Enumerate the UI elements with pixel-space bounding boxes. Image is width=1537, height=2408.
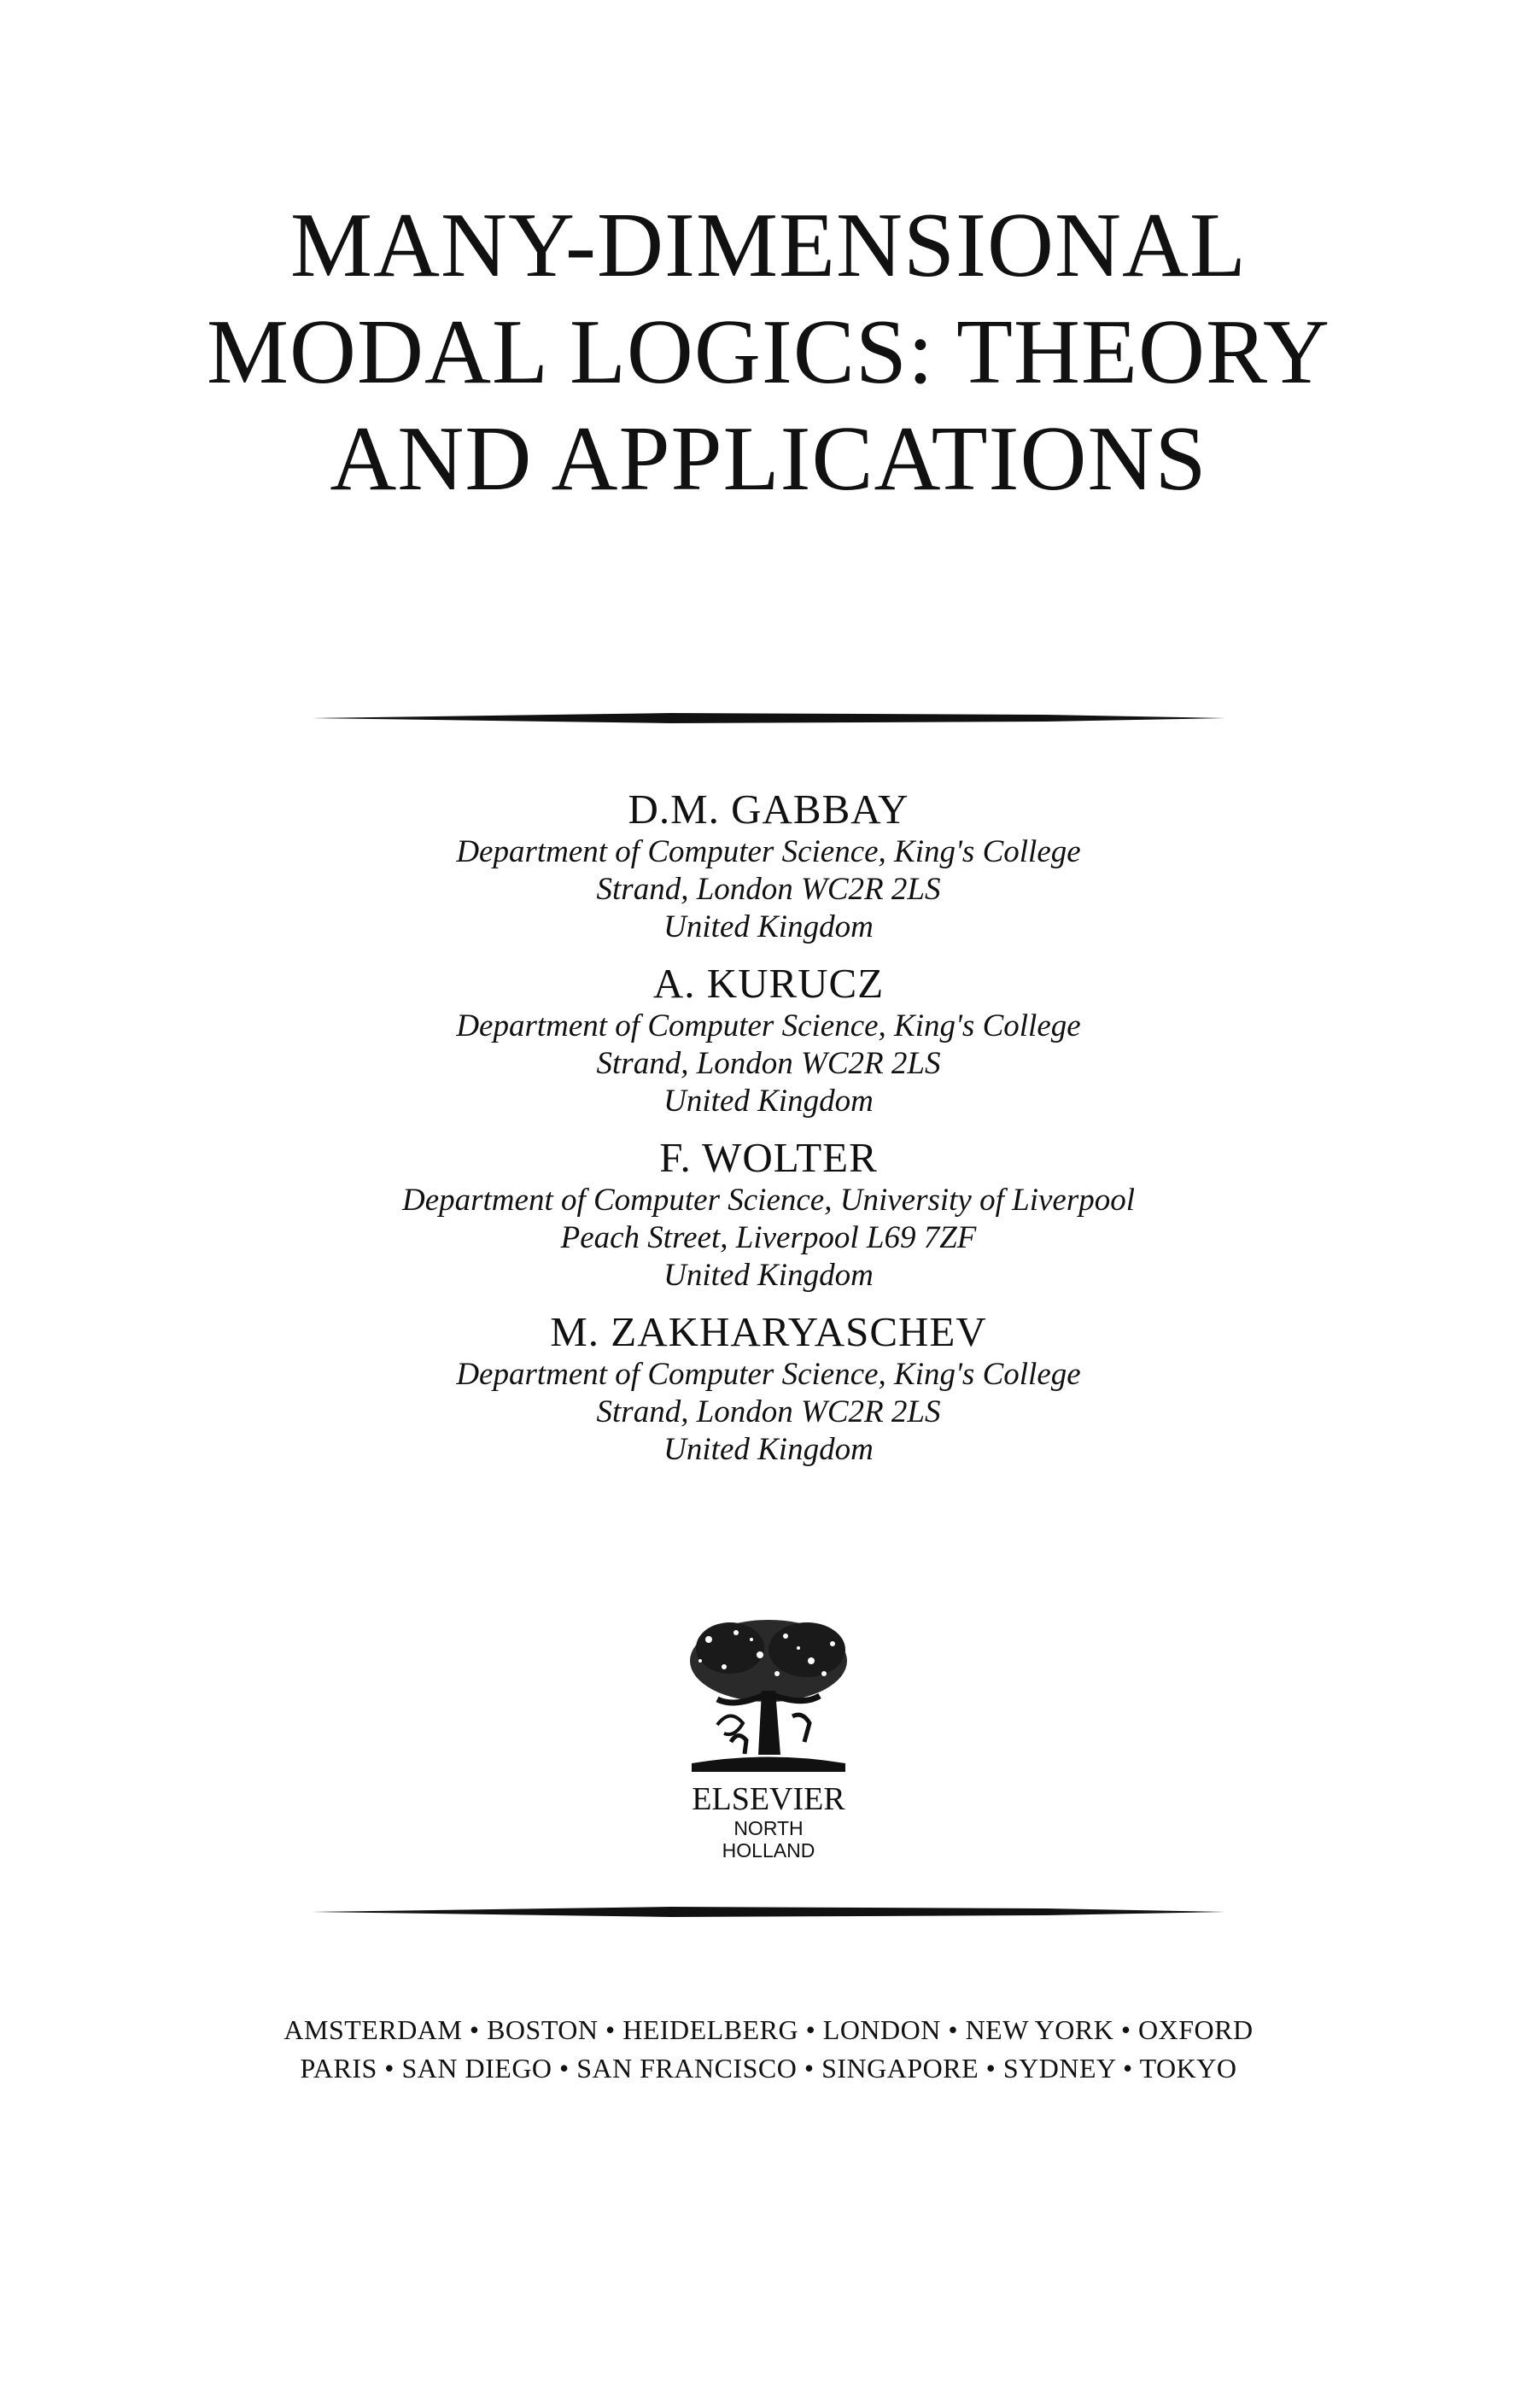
author-affiliation: Department of Computer Science, University of Liverpool [401,1183,1136,1218]
author-country: United Kingdom [663,1258,874,1293]
cities-line: AMSTERDAM • BOSTON • HEIDELBERG • LONDON • NEW YORK • OXFORD [283,2014,1254,2045]
author-name: F. WOLTER [659,1134,878,1181]
author-entry [0,1308,1537,1469]
author-entry [0,786,1537,946]
author-affiliation: Department of Computer Science, King's College [456,1008,1081,1043]
author-address: Peach Street, Liverpool L69 7ZF [560,1220,977,1255]
author-name: A. KURUCZ [652,960,885,1007]
top-divider-rule [312,712,1225,724]
author-country: United Kingdom [663,909,874,944]
cities-line: PARIS • SAN DIEGO • SAN FRANCISCO • SINGAPORE • SYDNEY • TOKYO [300,2053,1237,2084]
author-name: D.M. GABBAY [628,786,909,833]
elsevier-tree-logo-icon [683,1614,854,1776]
author-address: Strand, London WC2R 2LS [596,872,941,907]
author-name: M. ZAKHARYASCHEV [550,1308,987,1355]
author-affiliation: Department of Computer Science, King's College [456,1357,1081,1392]
author-country: United Kingdom [663,1432,874,1467]
publisher-imprint-line: NORTH [733,1817,804,1839]
publisher-cities [0,2011,1537,2088]
author-address: Strand, London WC2R 2LS [596,1394,941,1429]
publisher-logo [640,1614,897,1862]
author-entry [0,960,1537,1120]
author-affiliation: Department of Computer Science, King's College [456,834,1081,869]
author-list [0,786,1537,1482]
author-address: Strand, London WC2R 2LS [596,1046,941,1081]
author-country: United Kingdom [663,1084,874,1119]
title-line: AND APPLICATIONS [330,408,1207,510]
book-title [0,192,1537,512]
author-entry [0,1134,1537,1295]
title-line: MANY-DIMENSIONAL [290,195,1247,296]
title-line: MODAL LOGICS: THEORY [206,301,1331,403]
publisher-imprint-line: HOLLAND [722,1839,815,1862]
publisher-name: ELSEVIER [692,1781,845,1817]
bottom-divider-rule [312,1906,1225,1918]
